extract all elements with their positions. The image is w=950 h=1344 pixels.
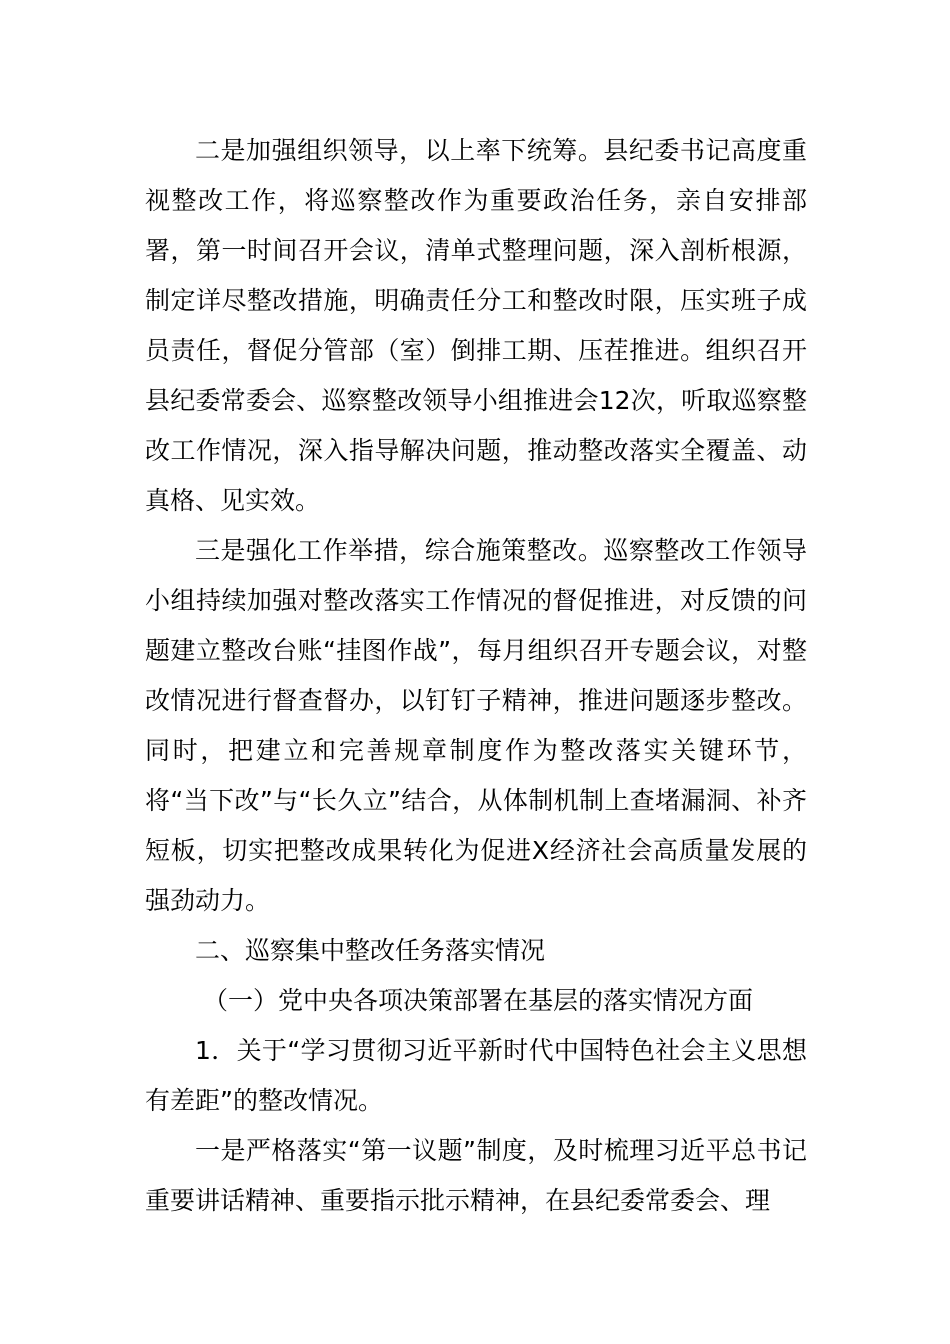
paragraph-leadership: 二是加强组织领导，以上率下统筹。县纪委书记高度重视整改工作，将巡察整改作为重要政治任务，亲自安排部署，第一时间召开会议，清单式整理问题，深入剖析根源，制定详尽整改措施，明确责任分工和整改时限，压实班子成员责任，督促分管部（室）倒排工期、压茬推进。组织召开县纪委常委会、巡察整改领导小组推进会12次，听取巡察整改工作情况，深入指导解决问题，推动整改落实全覆盖、动真格、见实效。 (145, 136, 807, 515)
subsection-heading: （一）党中央各项决策部署在基层的落实情况方面 (203, 986, 754, 1015)
section-heading: 二、巡察集中整改任务落实情况 (195, 936, 546, 965)
paragraph-measures: 三是强化工作举措，综合施策整改。巡察整改工作领导小组持续加强对整改落实工作情况的督促推进，对反馈的问题建立整改台账“挂图作战”，每月组织召开专题会议，对整改情况进行督查督办，以钉钉子精神，推进问题逐步整改。同时，把建立和完善规章制度作为整改落实关键环节，将“当下改”与“长久立”结合，从体制机制上查堵漏洞、补齐短板，切实把整改成果转化为促进X经济社会高质量发展的强劲动力。 (145, 536, 807, 915)
document-body (145, 126, 807, 1226)
paragraph-first-topic: 一是严格落实“第一议题”制度，及时梳理习近平总书记重要讲话精神、重要指示批示精神，在县纪委常委会、理 (145, 1136, 807, 1215)
item-heading: 1．关于“学习贯彻习近平新时代中国特色社会主义思想有差距”的整改情况。 (145, 1036, 807, 1115)
